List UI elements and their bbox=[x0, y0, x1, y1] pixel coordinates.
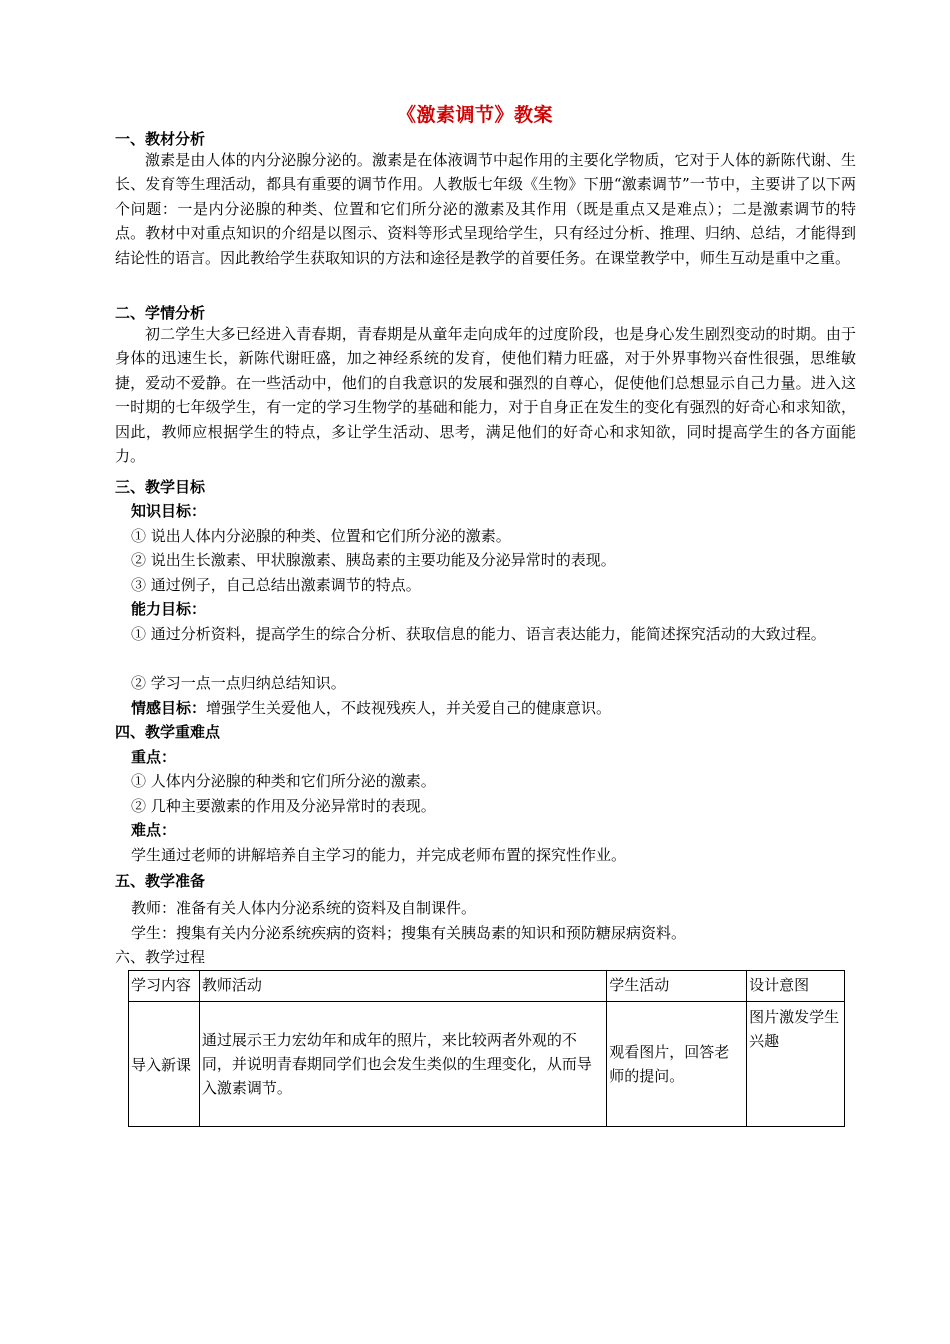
table-header-intent: 设计意图 bbox=[747, 971, 845, 1002]
key-point-2: ② 几种主要激素的作用及分泌异常时的表现。 bbox=[131, 797, 436, 815]
knowledge-goals-label: 知识目标： bbox=[131, 502, 207, 520]
table-header-content: 学习内容 bbox=[129, 971, 200, 1002]
knowledge-goal-3: ③ 通过例子，自己总结出激素调节的特点。 bbox=[131, 576, 421, 594]
student-preparation: 学生：搜集有关内分泌系统疾病的资料；搜集有关胰岛素的知识和预防糖尿病资料。 bbox=[131, 924, 687, 942]
teaching-process-table bbox=[128, 970, 845, 1127]
document-title: 《激素调节》教案 bbox=[396, 104, 553, 126]
difficult-point-text: 学生通过老师的讲解培养自主学习的能力，并完成老师布置的探究性作业。 bbox=[131, 846, 627, 864]
row-intent-cell: 图片激发学生兴趣 bbox=[747, 1002, 845, 1127]
table-header-teacher: 教师活动 bbox=[199, 971, 606, 1002]
textbook-analysis-paragraph: 激素是由人体的内分泌腺分泌的。激素是在体液调节中起作用的主要化学物质，它对于人体的新陈代谢、生长、发育等生理活动，都具有重要的调节作用。人教版七年级《生物》下册“激素调节”一节中，主要讲了以下两个问题：一是内分泌腺的种类、位置和它们所分泌的激素及其作用（既是重点又是难点）；二是激素调节的特点。教材中对重点知识的介绍是以图示、资料等形式呈现给学生，只有经过分析、推理、归纳、总结，才能得到结论性的语言。因此教给学生获取知识的方法和途径是教学的首要任务。在课堂教学中，师生互动是重中之重。 bbox=[115, 151, 856, 267]
table-row bbox=[129, 1002, 845, 1127]
student-analysis-paragraph: 初二学生大多已经进入青春期，青春期是从童年走向成年的过度阶段，也是身心发生剧烈变动的时期。由于身体的迅速生长，新陈代谢旺盛，加之神经系统的发育，使他们精力旺盛，对于外界事物兴奋性很强，思维敏捷，爱动不爱静。在一些活动中，他们的自我意识的发展和强烈的自尊心，促使他们总想显示自己力量。进入这一时期的七年级学生，有一定的学习生物学的基础和能力，对于自身正在发生的变化有强烈的好奇心和求知欲，因此，教师应根据学生的特点，多让学生活动、思考，满足他们的好奇心和求知欲，同时提高学生的各方面能力。 bbox=[115, 325, 856, 466]
section-heading-preparation: 五、教学准备 bbox=[115, 872, 206, 890]
table-header-student: 学生活动 bbox=[607, 971, 747, 1002]
emotion-goals-label: 情感目标： bbox=[131, 699, 207, 717]
teacher-preparation: 教师：准备有关人体内分泌系统的资料及自制课件。 bbox=[131, 899, 477, 917]
row-student-cell: 观看图片，回答老师的提问。 bbox=[607, 1002, 747, 1127]
section-heading-key-difficult: 四、教学重难点 bbox=[115, 723, 221, 741]
ability-goals-label: 能力目标： bbox=[131, 600, 207, 618]
ability-goal-1: ① 通过分析资料，提高学生的综合分析、获取信息的能力、语言表达能力，能简述探究活动的大致过程。 bbox=[131, 625, 826, 643]
knowledge-goal-2: ② 说出生长激素、甲状腺激素、胰岛素的主要功能及分泌异常时的表现。 bbox=[131, 551, 616, 569]
section-heading-teaching-process: 六、教学过程 bbox=[115, 948, 206, 966]
section-heading-teaching-goals: 三、教学目标 bbox=[115, 478, 206, 496]
row-content-cell: 导入新课 bbox=[129, 1002, 200, 1127]
section-heading-student-analysis: 二、学情分析 bbox=[115, 304, 206, 322]
difficult-points-label: 难点： bbox=[131, 821, 177, 839]
row-teacher-cell: 通过展示王力宏幼年和成年的照片，来比较两者外观的不同，并说明青春期同学们也会发生类似的生理变化，从而导入激素调节。 bbox=[199, 1002, 606, 1127]
ability-goal-2: ② 学习一点一点归纳总结知识。 bbox=[131, 674, 346, 692]
section-heading-textbook-analysis: 一、教材分析 bbox=[115, 130, 206, 148]
knowledge-goal-1: ① 说出人体内分泌腺的种类、位置和它们所分泌的激素。 bbox=[131, 527, 511, 545]
key-point-1: ① 人体内分泌腺的种类和它们所分泌的激素。 bbox=[131, 772, 436, 790]
emotion-goal bbox=[131, 697, 611, 718]
table-header-row bbox=[129, 971, 845, 1002]
emotion-goal-text: 增强学生关爱他人，不歧视残疾人，并关爱自己的健康意识。 bbox=[206, 699, 612, 717]
key-points-label: 重点： bbox=[131, 748, 177, 766]
